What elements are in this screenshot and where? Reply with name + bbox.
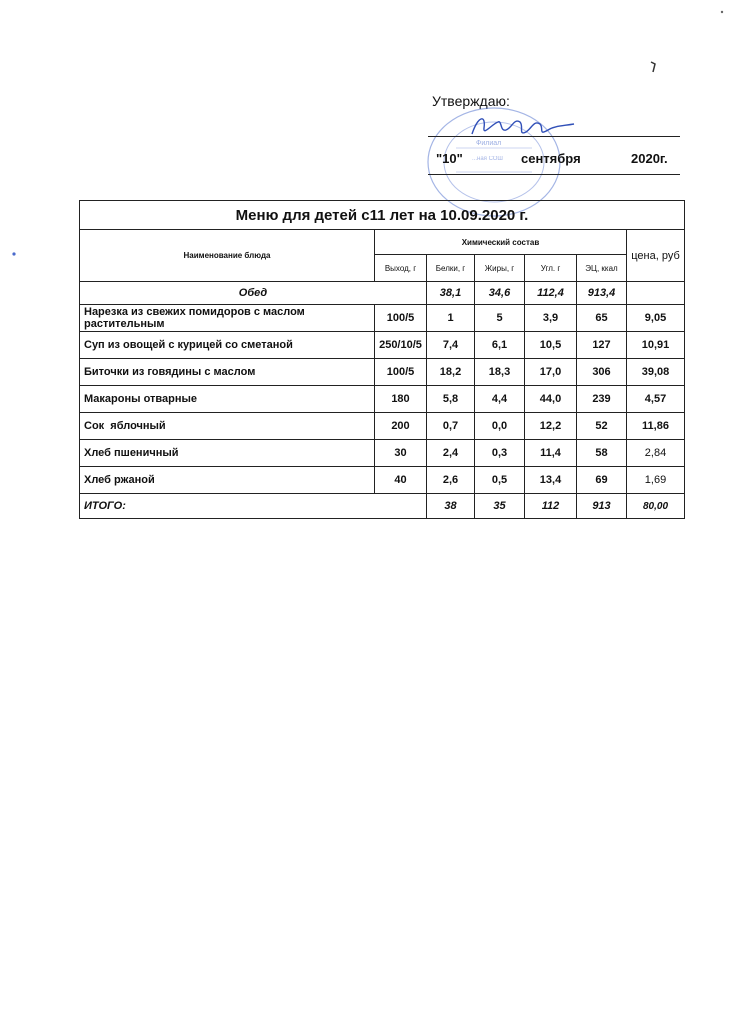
dish-fat: 0,3 xyxy=(475,440,525,467)
dish-fat: 18,3 xyxy=(475,359,525,386)
dish-fat: 0,5 xyxy=(475,467,525,494)
total-fat: 35 xyxy=(475,494,525,519)
dish-protein: 5,8 xyxy=(427,386,475,413)
dish-protein: 1 xyxy=(427,305,475,332)
header-kcal: ЭЦ, ккал xyxy=(577,255,627,282)
dish-yield: 250/10/5 xyxy=(375,332,427,359)
approval-month: сентября xyxy=(521,151,581,166)
dish-price: 2,84 xyxy=(627,440,685,467)
table-row xyxy=(80,413,685,440)
header-fat: Жиры, г xyxy=(475,255,525,282)
dish-name: Хлеб пшеничный xyxy=(80,440,375,467)
dish-carbs: 3,9 xyxy=(525,305,577,332)
dish-price: 11,86 xyxy=(627,413,685,440)
dish-carbs: 12,2 xyxy=(525,413,577,440)
table-row xyxy=(80,386,685,413)
total-row xyxy=(80,494,685,519)
approval-year: 2020г. xyxy=(631,151,668,166)
dish-protein: 0,7 xyxy=(427,413,475,440)
table-row xyxy=(80,359,685,386)
dish-price: 9,05 xyxy=(627,305,685,332)
dish-protein: 2,6 xyxy=(427,467,475,494)
dish-yield: 180 xyxy=(375,386,427,413)
dish-price: 4,57 xyxy=(627,386,685,413)
dish-fat: 4,4 xyxy=(475,386,525,413)
dish-name: Биточки из говядины с маслом xyxy=(80,359,375,386)
signature-line xyxy=(428,136,680,137)
dish-yield: 30 xyxy=(375,440,427,467)
dish-protein: 18,2 xyxy=(427,359,475,386)
header-chem: Химический состав xyxy=(375,230,627,255)
dish-yield: 100/5 xyxy=(375,305,427,332)
dish-kcal: 58 xyxy=(577,440,627,467)
dish-name: Суп из овощей с курицей со сметаной xyxy=(80,332,375,359)
section-carbs: 112,4 xyxy=(525,282,577,305)
total-kcal: 913 xyxy=(577,494,627,519)
dish-name: Макароны отварные xyxy=(80,386,375,413)
section-kcal: 913,4 xyxy=(577,282,627,305)
dish-kcal: 127 xyxy=(577,332,627,359)
dish-yield: 100/5 xyxy=(375,359,427,386)
dish-kcal: 65 xyxy=(577,305,627,332)
dish-name: Нарезка из свежих помидоров с маслом растительным xyxy=(80,305,375,332)
total-price: 80,00 xyxy=(627,494,685,519)
total-carbs: 112 xyxy=(525,494,577,519)
dish-protein: 2,4 xyxy=(427,440,475,467)
approval-day: "10" xyxy=(436,151,463,166)
header-price: цена, руб xyxy=(627,230,685,282)
header-dish: Наименование блюда xyxy=(80,230,375,282)
section-price xyxy=(627,282,685,305)
table-row xyxy=(80,440,685,467)
header-carbs: Угл. г xyxy=(525,255,577,282)
dish-carbs: 10,5 xyxy=(525,332,577,359)
table-row xyxy=(80,305,685,332)
dish-kcal: 69 xyxy=(577,467,627,494)
dish-kcal: 239 xyxy=(577,386,627,413)
dish-fat: 5 xyxy=(475,305,525,332)
section-fat: 34,6 xyxy=(475,282,525,305)
dish-carbs: 17,0 xyxy=(525,359,577,386)
dish-price: 1,69 xyxy=(627,467,685,494)
total-protein: 38 xyxy=(427,494,475,519)
menu-table xyxy=(79,200,685,519)
table-row xyxy=(80,332,685,359)
dish-protein: 7,4 xyxy=(427,332,475,359)
dish-name: Сок яблочный xyxy=(80,413,375,440)
dish-name: Хлеб ржаной xyxy=(80,467,375,494)
date-line xyxy=(428,174,680,175)
section-row xyxy=(80,282,685,305)
section-protein: 38,1 xyxy=(427,282,475,305)
dish-price: 10,91 xyxy=(627,332,685,359)
signature xyxy=(468,110,578,142)
dish-kcal: 52 xyxy=(577,413,627,440)
svg-text:...ная СОШ: ...ная СОШ xyxy=(472,156,503,162)
header-yield: Выход, г xyxy=(375,255,427,282)
dish-fat: 0,0 xyxy=(475,413,525,440)
section-name: Обед xyxy=(80,282,427,305)
header-protein: Белки, г xyxy=(427,255,475,282)
dish-kcal: 306 xyxy=(577,359,627,386)
dish-yield: 200 xyxy=(375,413,427,440)
svg-text:Филиал: Филиал xyxy=(476,140,502,147)
dish-fat: 6,1 xyxy=(475,332,525,359)
dish-carbs: 11,4 xyxy=(525,440,577,467)
dish-carbs: 44,0 xyxy=(525,386,577,413)
dish-yield: 40 xyxy=(375,467,427,494)
approval-label: Утверждаю: xyxy=(432,93,510,109)
menu-title: Меню для детей с11 лет на 10.09.2020 г. xyxy=(80,201,685,230)
dish-price: 39,08 xyxy=(627,359,685,386)
total-label: ИТОГО: xyxy=(80,494,427,519)
dish-carbs: 13,4 xyxy=(525,467,577,494)
table-row xyxy=(80,467,685,494)
